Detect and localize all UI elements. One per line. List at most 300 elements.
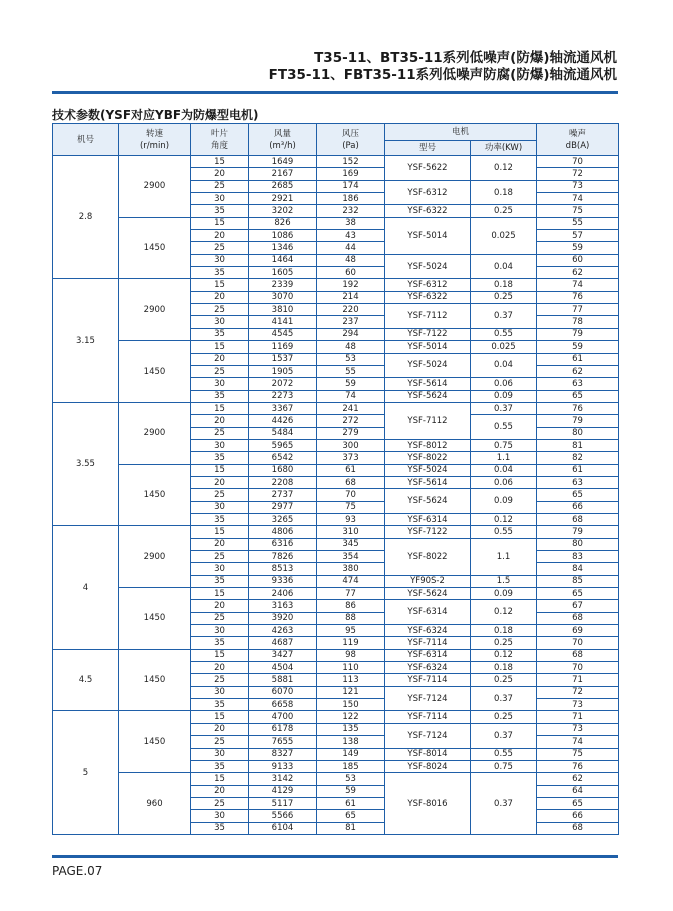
cell-airflow: 5566	[249, 810, 317, 822]
cell-noise: 62	[537, 267, 619, 279]
cell-motor-model: YSF-6314	[385, 513, 471, 525]
cell-motor-model: YSF-5024	[385, 464, 471, 476]
cell-blade-angle: 25	[191, 489, 249, 501]
cell-noise: 68	[537, 612, 619, 624]
cell-motor-power: 1.1	[471, 452, 537, 464]
cell-pressure: 61	[317, 797, 385, 809]
cell-motor-power: 0.37	[471, 402, 537, 414]
cell-blade-angle: 30	[191, 563, 249, 575]
cell-noise: 76	[537, 402, 619, 414]
cell-blade-angle: 15	[191, 217, 249, 229]
cell-pressure: 113	[317, 674, 385, 686]
cell-motor-power: 0.09	[471, 489, 537, 514]
cell-pressure: 53	[317, 773, 385, 785]
cell-noise: 62	[537, 773, 619, 785]
cell-motor-power: 0.25	[471, 674, 537, 686]
cell-pressure: 300	[317, 439, 385, 451]
cell-pressure: 86	[317, 600, 385, 612]
cell-blade-angle: 30	[191, 686, 249, 698]
cell-airflow: 3265	[249, 513, 317, 525]
cell-pressure: 169	[317, 168, 385, 180]
cell-machine-no: 3.55	[53, 402, 119, 525]
cell-noise: 72	[537, 168, 619, 180]
cell-pressure: 59	[317, 785, 385, 797]
cell-pressure: 192	[317, 279, 385, 291]
cell-blade-angle: 30	[191, 748, 249, 760]
cell-pressure: 70	[317, 489, 385, 501]
header-airflow: 风量 (m³/h)	[249, 124, 317, 156]
cell-airflow: 5881	[249, 674, 317, 686]
table-header	[53, 124, 619, 156]
cell-pressure: 474	[317, 575, 385, 587]
table-row	[53, 217, 619, 229]
cell-pressure: 135	[317, 723, 385, 735]
cell-motor-model: YSF-7112	[385, 304, 471, 329]
cell-noise: 70	[537, 156, 619, 168]
cell-pressure: 43	[317, 230, 385, 242]
cell-blade-angle: 20	[191, 230, 249, 242]
cell-blade-angle: 25	[191, 612, 249, 624]
cell-noise: 79	[537, 415, 619, 427]
cell-speed: 2900	[119, 526, 191, 588]
cell-noise: 66	[537, 501, 619, 513]
cell-pressure: 93	[317, 513, 385, 525]
cell-motor-power: 0.09	[471, 588, 537, 600]
cell-motor-power: 0.04	[471, 353, 537, 378]
cell-blade-angle: 25	[191, 427, 249, 439]
cell-noise: 66	[537, 810, 619, 822]
document-title-block	[269, 50, 617, 84]
cell-airflow: 1464	[249, 254, 317, 266]
cell-noise: 76	[537, 291, 619, 303]
cell-motor-power: 0.75	[471, 760, 537, 772]
cell-blade-angle: 20	[191, 353, 249, 365]
cell-motor-model: YSF-8014	[385, 748, 471, 760]
cell-pressure: 152	[317, 156, 385, 168]
cell-airflow: 826	[249, 217, 317, 229]
cell-machine-no: 5	[53, 711, 119, 834]
page-number: PAGE.07	[52, 864, 103, 878]
cell-speed: 1450	[119, 217, 191, 279]
cell-pressure: 138	[317, 736, 385, 748]
cell-motor-model: YSF-6312	[385, 180, 471, 205]
cell-airflow: 3920	[249, 612, 317, 624]
cell-airflow: 3163	[249, 600, 317, 612]
cell-noise: 74	[537, 279, 619, 291]
cell-motor-power: 0.18	[471, 279, 537, 291]
cell-blade-angle: 25	[191, 180, 249, 192]
cell-noise: 72	[537, 686, 619, 698]
cell-blade-angle: 25	[191, 304, 249, 316]
cell-motor-power: 0.25	[471, 711, 537, 723]
cell-airflow: 4129	[249, 785, 317, 797]
cell-motor-model: YSF-7114	[385, 711, 471, 723]
cell-motor-model: YSF-7114	[385, 674, 471, 686]
cell-pressure: 48	[317, 341, 385, 353]
cell-pressure: 174	[317, 180, 385, 192]
cell-noise: 74	[537, 193, 619, 205]
table-row	[53, 588, 619, 600]
cell-motor-power: 0.12	[471, 156, 537, 181]
cell-motor-model: YSF-8016	[385, 773, 471, 835]
cell-pressure: 354	[317, 551, 385, 563]
cell-motor-model: YSF-5622	[385, 156, 471, 181]
cell-blade-angle: 35	[191, 452, 249, 464]
cell-pressure: 272	[317, 415, 385, 427]
cell-speed: 1450	[119, 711, 191, 773]
cell-pressure: 237	[317, 316, 385, 328]
cell-noise: 61	[537, 464, 619, 476]
cell-pressure: 214	[317, 291, 385, 303]
cell-motor-model: YSF-7124	[385, 723, 471, 748]
cell-motor-power: 0.75	[471, 439, 537, 451]
cell-pressure: 185	[317, 760, 385, 772]
table-row	[53, 711, 619, 723]
cell-motor-power: 0.12	[471, 513, 537, 525]
cell-motor-model: YSF-5014	[385, 217, 471, 254]
cell-noise: 81	[537, 439, 619, 451]
cell-airflow: 2273	[249, 390, 317, 402]
cell-motor-power: 0.04	[471, 254, 537, 279]
table-row	[53, 402, 619, 414]
cell-speed: 2900	[119, 156, 191, 218]
cell-blade-angle: 25	[191, 736, 249, 748]
cell-pressure: 380	[317, 563, 385, 575]
header-noise: 噪声 dB(A)	[537, 124, 619, 156]
cell-pressure: 48	[317, 254, 385, 266]
table-row	[53, 773, 619, 785]
cell-motor-model: YSF-6324	[385, 625, 471, 637]
cell-pressure: 110	[317, 662, 385, 674]
cell-noise: 68	[537, 822, 619, 834]
cell-airflow: 1346	[249, 242, 317, 254]
cell-blade-angle: 35	[191, 637, 249, 649]
cell-airflow: 3810	[249, 304, 317, 316]
cell-airflow: 1649	[249, 156, 317, 168]
cell-airflow: 4426	[249, 415, 317, 427]
cell-pressure: 345	[317, 538, 385, 550]
cell-noise: 67	[537, 600, 619, 612]
cell-motor-power: 0.55	[471, 748, 537, 760]
cell-motor-power: 0.25	[471, 291, 537, 303]
cell-airflow: 2685	[249, 180, 317, 192]
cell-airflow: 1905	[249, 365, 317, 377]
cell-airflow: 2921	[249, 193, 317, 205]
cell-airflow: 2339	[249, 279, 317, 291]
title-line-2: FT35-11、FBT35-11系列低噪声防腐(防爆)轴流通风机	[268, 67, 617, 83]
cell-pressure: 53	[317, 353, 385, 365]
cell-motor-power: 0.18	[471, 662, 537, 674]
cell-motor-model: YSF-5614	[385, 378, 471, 390]
cell-noise: 73	[537, 723, 619, 735]
cell-airflow: 1169	[249, 341, 317, 353]
cell-noise: 83	[537, 551, 619, 563]
cell-blade-angle: 30	[191, 316, 249, 328]
cell-airflow: 2977	[249, 501, 317, 513]
cell-speed: 1450	[119, 464, 191, 526]
cell-motor-model: YSF-5614	[385, 476, 471, 488]
cell-motor-model: YSF-7122	[385, 328, 471, 340]
cell-motor-power: 0.25	[471, 637, 537, 649]
cell-blade-angle: 30	[191, 810, 249, 822]
cell-blade-angle: 35	[191, 328, 249, 340]
header-motor: 电机	[385, 124, 537, 141]
cell-airflow: 4687	[249, 637, 317, 649]
cell-blade-angle: 15	[191, 402, 249, 414]
cell-blade-angle: 30	[191, 439, 249, 451]
cell-pressure: 38	[317, 217, 385, 229]
cell-blade-angle: 20	[191, 785, 249, 797]
cell-airflow: 5117	[249, 797, 317, 809]
cell-motor-power: 0.55	[471, 328, 537, 340]
cell-motor-model: YSF-5624	[385, 390, 471, 402]
cell-airflow: 8513	[249, 563, 317, 575]
cell-blade-angle: 20	[191, 168, 249, 180]
cell-pressure: 44	[317, 242, 385, 254]
cell-blade-angle: 25	[191, 551, 249, 563]
cell-airflow: 3202	[249, 205, 317, 217]
cell-motor-model: YSF-8024	[385, 760, 471, 772]
cell-motor-model: YSF-8022	[385, 538, 471, 575]
cell-airflow: 3070	[249, 291, 317, 303]
cell-blade-angle: 30	[191, 625, 249, 637]
cell-airflow: 7655	[249, 736, 317, 748]
cell-motor-model: YSF-8012	[385, 439, 471, 451]
cell-blade-angle: 15	[191, 156, 249, 168]
cell-motor-model: YSF-6312	[385, 279, 471, 291]
cell-pressure: 119	[317, 637, 385, 649]
cell-motor-model: YSF-6314	[385, 649, 471, 661]
cell-motor-power: 0.37	[471, 723, 537, 748]
cell-pressure: 77	[317, 588, 385, 600]
cell-noise: 61	[537, 353, 619, 365]
cell-airflow: 1537	[249, 353, 317, 365]
cell-noise: 79	[537, 328, 619, 340]
cell-motor-model: YSF-5024	[385, 353, 471, 378]
cell-pressure: 310	[317, 526, 385, 538]
cell-airflow: 1605	[249, 267, 317, 279]
cell-pressure: 81	[317, 822, 385, 834]
cell-blade-angle: 15	[191, 341, 249, 353]
cell-noise: 80	[537, 427, 619, 439]
table-row	[53, 279, 619, 291]
cell-pressure: 150	[317, 699, 385, 711]
cell-motor-model: YSF-5624	[385, 489, 471, 514]
cell-airflow: 6316	[249, 538, 317, 550]
cell-airflow: 1680	[249, 464, 317, 476]
cell-noise: 82	[537, 452, 619, 464]
cell-noise: 65	[537, 588, 619, 600]
cell-noise: 79	[537, 526, 619, 538]
cell-pressure: 95	[317, 625, 385, 637]
cell-blade-angle: 25	[191, 797, 249, 809]
cell-pressure: 373	[317, 452, 385, 464]
cell-blade-angle: 15	[191, 464, 249, 476]
cell-motor-model: YSF-7124	[385, 686, 471, 711]
cell-noise: 64	[537, 785, 619, 797]
cell-noise: 68	[537, 513, 619, 525]
cell-motor-power: 0.06	[471, 476, 537, 488]
cell-pressure: 121	[317, 686, 385, 698]
header-motor-model: 型号	[385, 141, 471, 156]
cell-pressure: 75	[317, 501, 385, 513]
cell-motor-power: 0.37	[471, 304, 537, 329]
cell-noise: 71	[537, 674, 619, 686]
cell-pressure: 88	[317, 612, 385, 624]
cell-airflow: 6104	[249, 822, 317, 834]
cell-pressure: 186	[317, 193, 385, 205]
cell-noise: 84	[537, 563, 619, 575]
cell-motor-power: 1.5	[471, 575, 537, 587]
cell-airflow: 5965	[249, 439, 317, 451]
cell-airflow: 3427	[249, 649, 317, 661]
cell-motor-power: 0.55	[471, 415, 537, 440]
cell-airflow: 4141	[249, 316, 317, 328]
cell-airflow: 4263	[249, 625, 317, 637]
cell-noise: 60	[537, 254, 619, 266]
cell-motor-power: 0.025	[471, 217, 537, 254]
cell-noise: 70	[537, 637, 619, 649]
cell-airflow: 4806	[249, 526, 317, 538]
cell-airflow: 4545	[249, 328, 317, 340]
cell-blade-angle: 20	[191, 600, 249, 612]
cell-pressure: 98	[317, 649, 385, 661]
cell-pressure: 122	[317, 711, 385, 723]
cell-airflow: 2072	[249, 378, 317, 390]
cell-noise: 63	[537, 378, 619, 390]
cell-blade-angle: 35	[191, 760, 249, 772]
cell-blade-angle: 15	[191, 773, 249, 785]
table-row	[53, 526, 619, 538]
cell-pressure: 294	[317, 328, 385, 340]
cell-pressure: 220	[317, 304, 385, 316]
cell-speed: 1450	[119, 649, 191, 711]
cell-blade-angle: 25	[191, 674, 249, 686]
cell-blade-angle: 35	[191, 822, 249, 834]
cell-speed: 1450	[119, 341, 191, 403]
cell-pressure: 61	[317, 464, 385, 476]
cell-motor-power: 0.12	[471, 600, 537, 625]
cell-pressure: 65	[317, 810, 385, 822]
cell-motor-model: YSF-6322	[385, 205, 471, 217]
cell-motor-power: 0.18	[471, 180, 537, 205]
cell-airflow: 9336	[249, 575, 317, 587]
cell-noise: 73	[537, 180, 619, 192]
cell-blade-angle: 20	[191, 538, 249, 550]
cell-blade-angle: 20	[191, 723, 249, 735]
cell-blade-angle: 15	[191, 588, 249, 600]
cell-noise: 74	[537, 736, 619, 748]
cell-airflow: 6070	[249, 686, 317, 698]
cell-noise: 65	[537, 489, 619, 501]
bottom-divider	[52, 855, 618, 858]
cell-noise: 62	[537, 365, 619, 377]
header-machine-no: 机号	[53, 124, 119, 156]
cell-pressure: 60	[317, 267, 385, 279]
cell-motor-model: YSF-5624	[385, 588, 471, 600]
cell-noise: 70	[537, 662, 619, 674]
cell-blade-angle: 30	[191, 378, 249, 390]
cell-airflow: 5484	[249, 427, 317, 439]
cell-machine-no: 4	[53, 526, 119, 649]
cell-airflow: 4504	[249, 662, 317, 674]
header-motor-power: 功率(KW)	[471, 141, 537, 156]
cell-pressure: 232	[317, 205, 385, 217]
cell-airflow: 3367	[249, 402, 317, 414]
section-title: 技术参数(YSF对应YBF为防爆型电机)	[52, 108, 259, 122]
cell-airflow: 6658	[249, 699, 317, 711]
cell-blade-angle: 25	[191, 365, 249, 377]
cell-motor-model: YSF-6322	[385, 291, 471, 303]
technical-parameters-table	[52, 123, 619, 835]
cell-noise: 78	[537, 316, 619, 328]
table-body	[53, 156, 619, 835]
cell-motor-power: 0.18	[471, 625, 537, 637]
cell-blade-angle: 20	[191, 415, 249, 427]
table-row	[53, 649, 619, 661]
cell-motor-model: YF90S-2	[385, 575, 471, 587]
cell-noise: 55	[537, 217, 619, 229]
cell-blade-angle: 30	[191, 254, 249, 266]
cell-blade-angle: 25	[191, 242, 249, 254]
cell-motor-power: 1.1	[471, 538, 537, 575]
cell-pressure: 149	[317, 748, 385, 760]
cell-noise: 75	[537, 748, 619, 760]
cell-motor-power: 0.37	[471, 773, 537, 835]
cell-noise: 63	[537, 476, 619, 488]
cell-airflow: 4700	[249, 711, 317, 723]
cell-blade-angle: 20	[191, 476, 249, 488]
cell-blade-angle: 35	[191, 575, 249, 587]
cell-blade-angle: 15	[191, 711, 249, 723]
cell-pressure: 241	[317, 402, 385, 414]
cell-pressure: 55	[317, 365, 385, 377]
cell-blade-angle: 20	[191, 662, 249, 674]
header-speed: 转速 (r/min)	[119, 124, 191, 156]
cell-motor-model: YSF-7114	[385, 637, 471, 649]
cell-motor-power: 0.09	[471, 390, 537, 402]
cell-airflow: 6542	[249, 452, 317, 464]
cell-blade-angle: 35	[191, 513, 249, 525]
cell-machine-no: 2.8	[53, 156, 119, 279]
table-row	[53, 156, 619, 168]
cell-pressure: 68	[317, 476, 385, 488]
cell-motor-power: 0.25	[471, 205, 537, 217]
cell-pressure: 59	[317, 378, 385, 390]
cell-airflow: 2208	[249, 476, 317, 488]
cell-blade-angle: 15	[191, 526, 249, 538]
cell-airflow: 6178	[249, 723, 317, 735]
top-divider	[52, 91, 618, 94]
cell-airflow: 8327	[249, 748, 317, 760]
cell-motor-model: YSF-5014	[385, 341, 471, 353]
cell-noise: 65	[537, 797, 619, 809]
cell-airflow: 2737	[249, 489, 317, 501]
cell-motor-power: 0.37	[471, 686, 537, 711]
cell-speed: 2900	[119, 279, 191, 341]
cell-noise: 73	[537, 699, 619, 711]
cell-noise: 71	[537, 711, 619, 723]
cell-blade-angle: 20	[191, 291, 249, 303]
cell-airflow: 9133	[249, 760, 317, 772]
cell-noise: 59	[537, 242, 619, 254]
cell-blade-angle: 35	[191, 390, 249, 402]
cell-noise: 59	[537, 341, 619, 353]
header-blade-angle: 叶片 角度	[191, 124, 249, 156]
cell-noise: 85	[537, 575, 619, 587]
cell-airflow: 7826	[249, 551, 317, 563]
cell-blade-angle: 15	[191, 279, 249, 291]
